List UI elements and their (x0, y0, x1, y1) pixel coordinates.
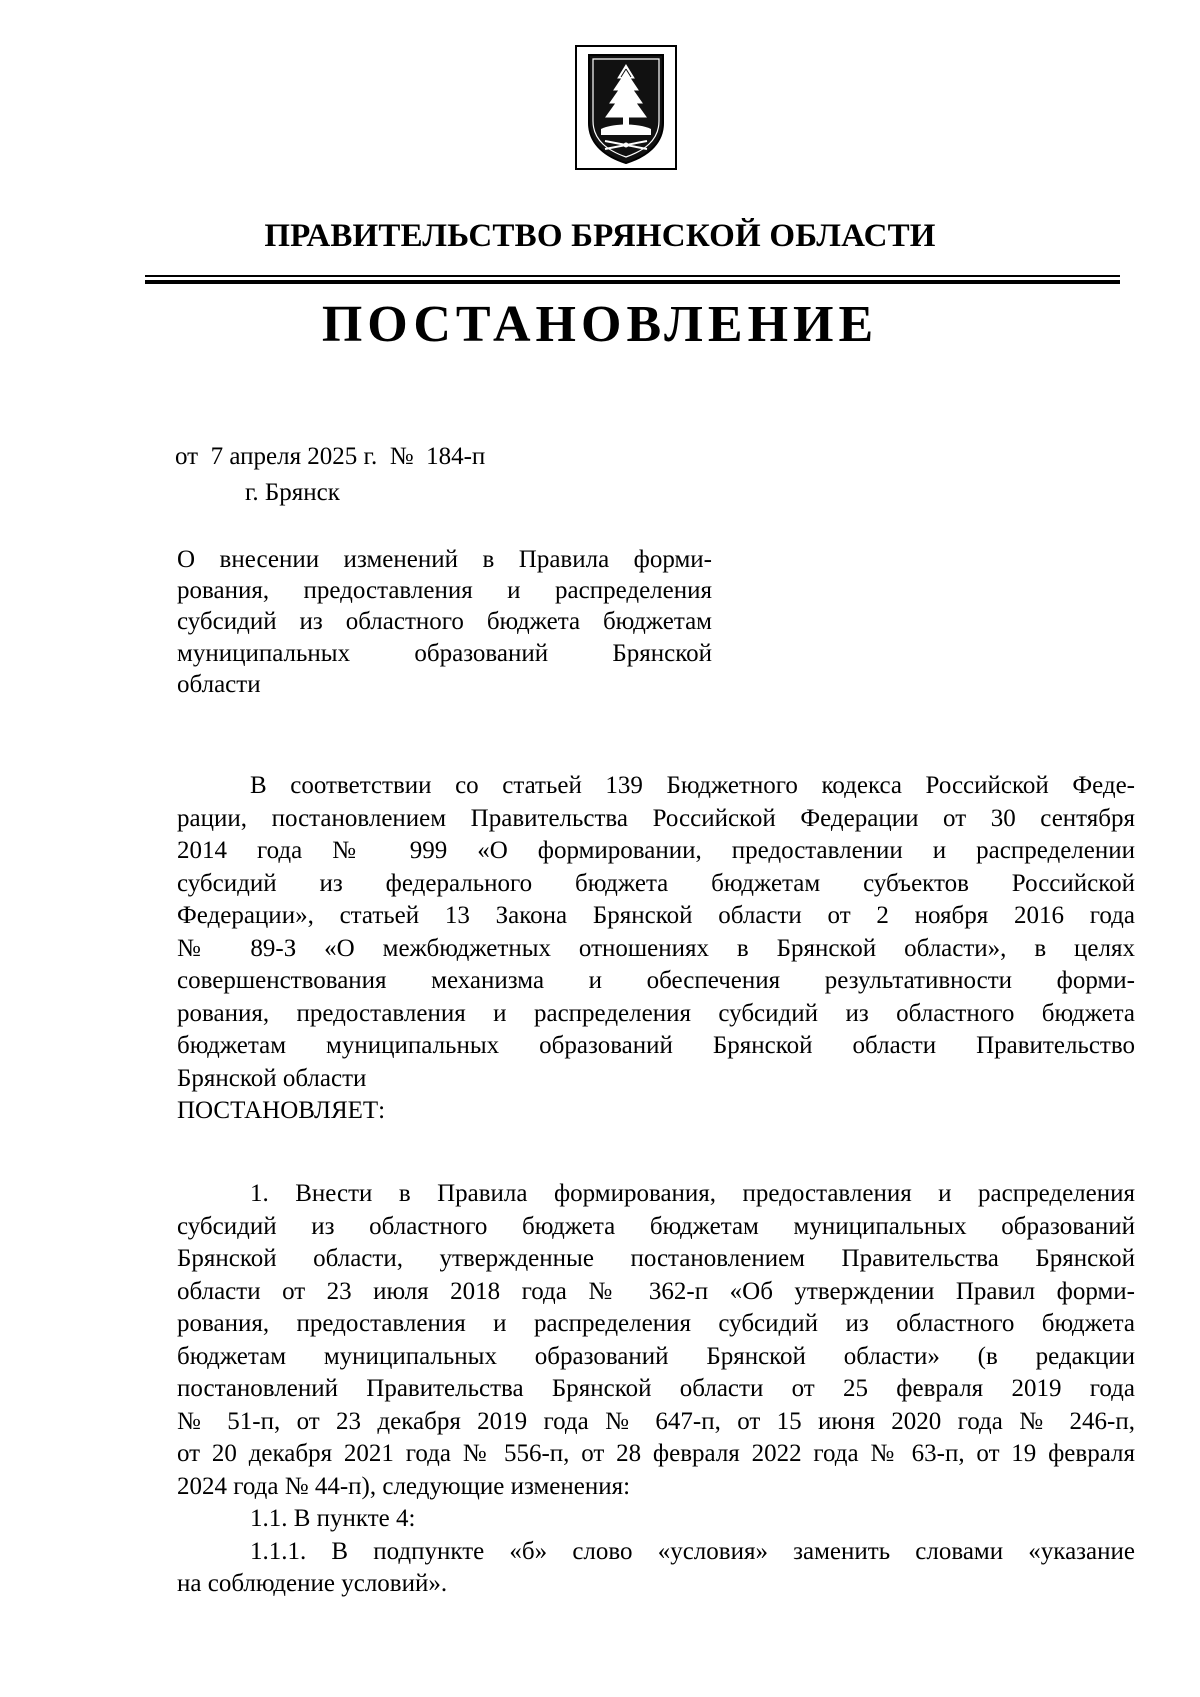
item-1-line: области от 23 июля 2018 года № 362-п «Об утверждении Правил форми- (177, 1277, 1135, 1305)
item-1-line: Брянской области, утвержденные постановлением Правительства Брянской (177, 1245, 1135, 1272)
subitem-1-1-1-line: на соблюдение условий». (177, 1570, 448, 1597)
preamble-line: бюджетам муниципальных образований Брянской области Правительство (177, 1032, 1135, 1059)
subject-line: О внесении изменений в Правила форми- (177, 546, 712, 573)
item-1-line: 1. Внести в Правила формирования, предоставления и распределения (250, 1180, 1135, 1207)
item-1-paragraph (177, 1178, 1135, 1601)
preamble-line: Федерации», статьей 13 Закона Брянской области от 2 ноября 2016 года (177, 902, 1135, 929)
organization-title: ПРАВИТЕЛЬСТВО БРЯНСКОЙ ОБЛАСТИ (264, 218, 936, 254)
document-type-title: ПОСТАНОВЛЕНИЕ (321, 296, 879, 353)
item-1-line: субсидий из областного бюджета бюджетам муниципальных образований (177, 1212, 1135, 1240)
item-1-line: от 20 декабря 2021 года № 556-п, от 28 февраля 2022 года № 63-п, от 19 февраля (177, 1440, 1135, 1467)
header-rule-thick (145, 280, 1120, 284)
subitem-1-1: 1.1. В пункте 4: (250, 1505, 416, 1532)
preamble-line: совершенствования механизма и обеспечения результативности форми- (177, 967, 1135, 994)
subject-line: области (177, 670, 261, 698)
preamble-line: рования, предоставления и распределения субсидий из областного бюджета (177, 999, 1135, 1027)
preamble-line: № 89-З «О межбюджетных отношениях в Брянской области», в целях (177, 934, 1135, 962)
item-1-line: постановлений Правительства Брянской области от 25 февраля 2019 года (177, 1375, 1135, 1402)
preamble-paragraph (177, 770, 1135, 1128)
subitem-1-1-1-line: 1.1.1. В подпункте «б» слово «условия» заменить словами «указание (250, 1537, 1135, 1565)
item-1-line: бюджетам муниципальных образований Брянской области» (в редакции (177, 1342, 1135, 1370)
subject-line: субсидий из областного бюджета бюджетам (177, 608, 712, 636)
document-subject (177, 544, 712, 700)
preamble-line: В соответствии со статьей 139 Бюджетного кодекса Российской Феде- (250, 772, 1135, 799)
item-1-line: 2024 года № 44-п), следующие изменения: (177, 1472, 631, 1500)
city: г. Брянск (245, 479, 340, 506)
subject-line: муниципальных образований Брянской (177, 639, 712, 667)
resolve-word: ПОСТАНОВЛЯЕТ: (177, 1097, 386, 1124)
subject-line: рования, предоставления и распределения (177, 577, 712, 605)
bryansk-coat-of-arms-icon (575, 45, 677, 170)
preamble-line: субсидий из федерального бюджета бюджетам субъектов Российской (177, 869, 1135, 897)
header-rule-thin (145, 275, 1120, 277)
preamble-line: рации, постановлением Правительства Российской Федерации от 30 сентября (177, 804, 1135, 832)
date-and-number: от 7 апреля 2025 г. № 184-п (175, 443, 486, 470)
preamble-line: Брянской области (177, 1064, 367, 1092)
item-1-line: № 51-п, от 23 декабря 2019 года № 647-п, от 15 июня 2020 года № 246-п, (177, 1407, 1135, 1435)
item-1-line: рования, предоставления и распределения субсидий из областного бюджета (177, 1310, 1135, 1337)
preamble-line: 2014 года № 999 «О формировании, предоставлении и распределении (177, 837, 1135, 864)
